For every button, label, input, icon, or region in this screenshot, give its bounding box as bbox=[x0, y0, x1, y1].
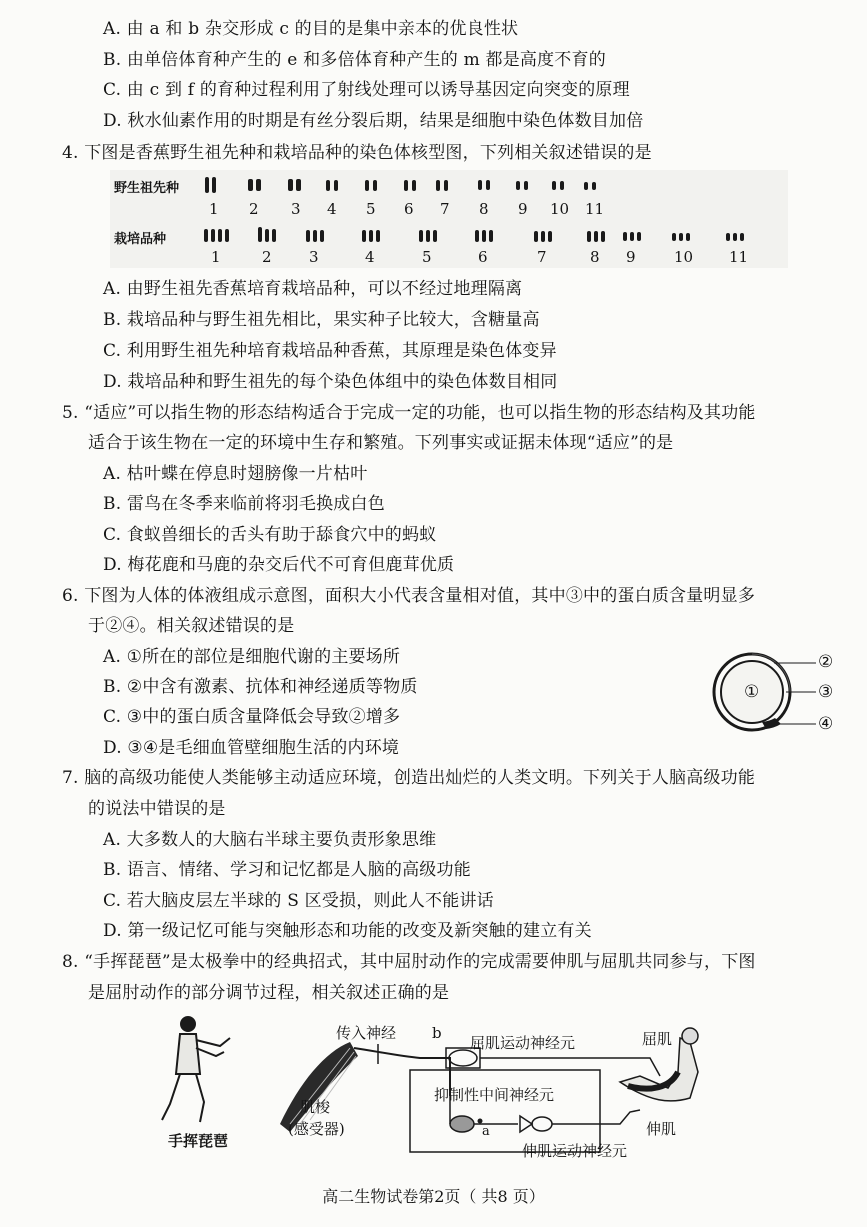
q6-stem-line2: 于②④。相关叙述错误的是 bbox=[88, 616, 295, 636]
karyotype-number: 11 bbox=[585, 200, 605, 218]
karyotype-number: 11 bbox=[729, 248, 749, 266]
karyotype-number: 9 bbox=[518, 200, 528, 218]
q6-stem-line1: 6. 下图为人体的体液组成示意图，面积大小代表含量相对值，其中③中的蛋白质含量明显多 bbox=[62, 586, 756, 606]
q8-stem-line1: 8. “手挥琵琶”是太极拳中的经典招式，其中屈肘动作的完成需要伸肌与屈肌共同参与，下图 bbox=[62, 952, 756, 972]
q5-option-d: D. 梅花鹿和马鹿的杂交后代不可育但鹿茸优质 bbox=[103, 555, 455, 575]
flexor-label: 屈肌 bbox=[642, 1030, 673, 1048]
karyotype-label-wild: 野生祖先种 bbox=[114, 181, 180, 196]
reflex-figure bbox=[150, 1012, 710, 1162]
karyotype-number: 1 bbox=[211, 248, 221, 266]
karyotype-number: 3 bbox=[291, 200, 301, 218]
q7-option-c: C. 若大脑皮层左半球的 S 区受损，则此人不能讲话 bbox=[103, 891, 494, 911]
q4-option-a: A. 由野生祖先香蕉培育栽培品种，可以不经过地理隔离 bbox=[103, 279, 523, 299]
diagram-label-3: ③ bbox=[818, 682, 834, 702]
karyotype-number: 7 bbox=[440, 200, 450, 218]
diagram-label-4: ④ bbox=[818, 714, 834, 734]
karyotype-number: 4 bbox=[327, 200, 337, 218]
q3-option-a: A. 由 a 和 b 杂交形成 c 的目的是集中亲本的优良性状 bbox=[103, 19, 519, 39]
receptor-label: (感受器) bbox=[288, 1120, 345, 1138]
karyotype-number: 10 bbox=[550, 200, 570, 218]
q6-option-d: D. ③④是毛细血管壁细胞生活的内环境 bbox=[103, 738, 400, 758]
flexor-motor-neuron-label: 屈肌运动神经元 bbox=[470, 1034, 576, 1052]
q4-stem: 4. 下图是香蕉野生祖先种和栽培品种的染色体核型图，下列相关叙述错误的是 bbox=[62, 143, 652, 163]
q7-stem-line1: 7. 脑的高级功能使人类能够主动适应环境，创造出灿烂的人类文明。下列关于人脑高级功能 bbox=[62, 768, 756, 788]
q7-option-d: D. 第一级记忆可能与突触形态和功能的改变及新突触的建立有关 bbox=[103, 921, 592, 941]
q4-option-d: D. 栽培品种和野生祖先的每个染色体组中的染色体数目相同 bbox=[103, 372, 558, 392]
point-b-label: b bbox=[432, 1024, 442, 1042]
karyotype-number: 3 bbox=[309, 248, 319, 266]
karyotype-figure bbox=[110, 170, 788, 268]
karyotype-number: 8 bbox=[590, 248, 600, 266]
karyotype-number: 6 bbox=[478, 248, 488, 266]
tai-chi-caption: 手挥琵琶 bbox=[168, 1132, 229, 1150]
q3-option-d: D. 秋水仙素作用的时期是有丝分裂后期，结果是细胞中染色体数目加倍 bbox=[103, 111, 644, 131]
q5-option-b: B. 雷鸟在冬季来临前将羽毛换成白色 bbox=[103, 494, 385, 514]
karyotype-number: 4 bbox=[365, 248, 375, 266]
q6-option-a: A. ①所在的部位是细胞代谢的主要场所 bbox=[103, 647, 401, 667]
muscle-spindle-label: 肌梭 bbox=[300, 1098, 331, 1116]
karyotype-label-cultivated: 栽培品种 bbox=[114, 232, 167, 247]
q3-option-c: C. 由 c 到 f 的育种过程利用了射线处理可以诱导基因定向突变的原理 bbox=[103, 80, 630, 100]
karyotype-number: 1 bbox=[209, 200, 219, 218]
q7-option-a: A. 大多数人的大脑右半球主要负责形象思维 bbox=[103, 830, 437, 850]
q5-option-a: A. 枯叶蝶在停息时翅膀像一片枯叶 bbox=[103, 464, 368, 484]
inhibitory-interneuron-label: 抑制性中间神经元 bbox=[434, 1086, 555, 1104]
karyotype-number: 2 bbox=[262, 248, 272, 266]
extensor-label: 伸肌 bbox=[646, 1120, 677, 1138]
q5-stem-line2: 适合于该生物在一定的环境中生存和繁殖。下列事实或证据未体现“适应”的是 bbox=[88, 433, 674, 453]
q6-option-b: B. ②中含有激素、抗体和神经递质等物质 bbox=[103, 677, 418, 697]
q4-option-b: B. 栽培品种与野生祖先相比，果实种子比较大，含糖量高 bbox=[103, 310, 540, 330]
karyotype-number: 8 bbox=[479, 200, 489, 218]
afferent-nerve-label: 传入神经 bbox=[336, 1024, 397, 1042]
page-footer: 高二生物试卷第2页（ 共8 页） bbox=[322, 1187, 545, 1206]
karyotype-number: 10 bbox=[674, 248, 694, 266]
q7-stem-line2: 的说法中错误的是 bbox=[88, 799, 226, 819]
karyotype-number: 7 bbox=[537, 248, 547, 266]
q5-stem-line1: 5. “适应”可以指生物的形态结构适合于完成一定的功能，也可以指生物的形态结构及其功能 bbox=[62, 403, 756, 423]
diagram-label-2: ② bbox=[818, 652, 834, 672]
karyotype-number: 5 bbox=[422, 248, 432, 266]
karyotype-number: 6 bbox=[404, 200, 414, 218]
karyotype-number: 5 bbox=[366, 200, 376, 218]
body-fluid-diagram bbox=[708, 646, 848, 738]
q3-option-b: B. 由单倍体育种产生的 e 和多倍体育种产生的 m 都是高度不育的 bbox=[103, 50, 606, 70]
q8-stem-line2: 是屈肘动作的部分调节过程，相关叙述正确的是 bbox=[88, 983, 450, 1003]
karyotype-number: 9 bbox=[626, 248, 636, 266]
diagram-label-1: ① bbox=[744, 682, 760, 702]
q6-option-c: C. ③中的蛋白质含量降低会导致②增多 bbox=[103, 707, 401, 727]
q5-option-c: C. 食蚁兽细长的舌头有助于舔食穴中的蚂蚁 bbox=[103, 525, 437, 545]
extensor-motor-neuron-label: 伸肌运动神经元 bbox=[522, 1142, 628, 1160]
q4-option-c: C. 利用野生祖先种培育栽培品种香蕉，其原理是染色体变异 bbox=[103, 341, 557, 361]
karyotype-number: 2 bbox=[249, 200, 259, 218]
point-a-label: a bbox=[482, 1124, 490, 1139]
q7-option-b: B. 语言、情绪、学习和记忆都是人脑的高级功能 bbox=[103, 860, 471, 880]
